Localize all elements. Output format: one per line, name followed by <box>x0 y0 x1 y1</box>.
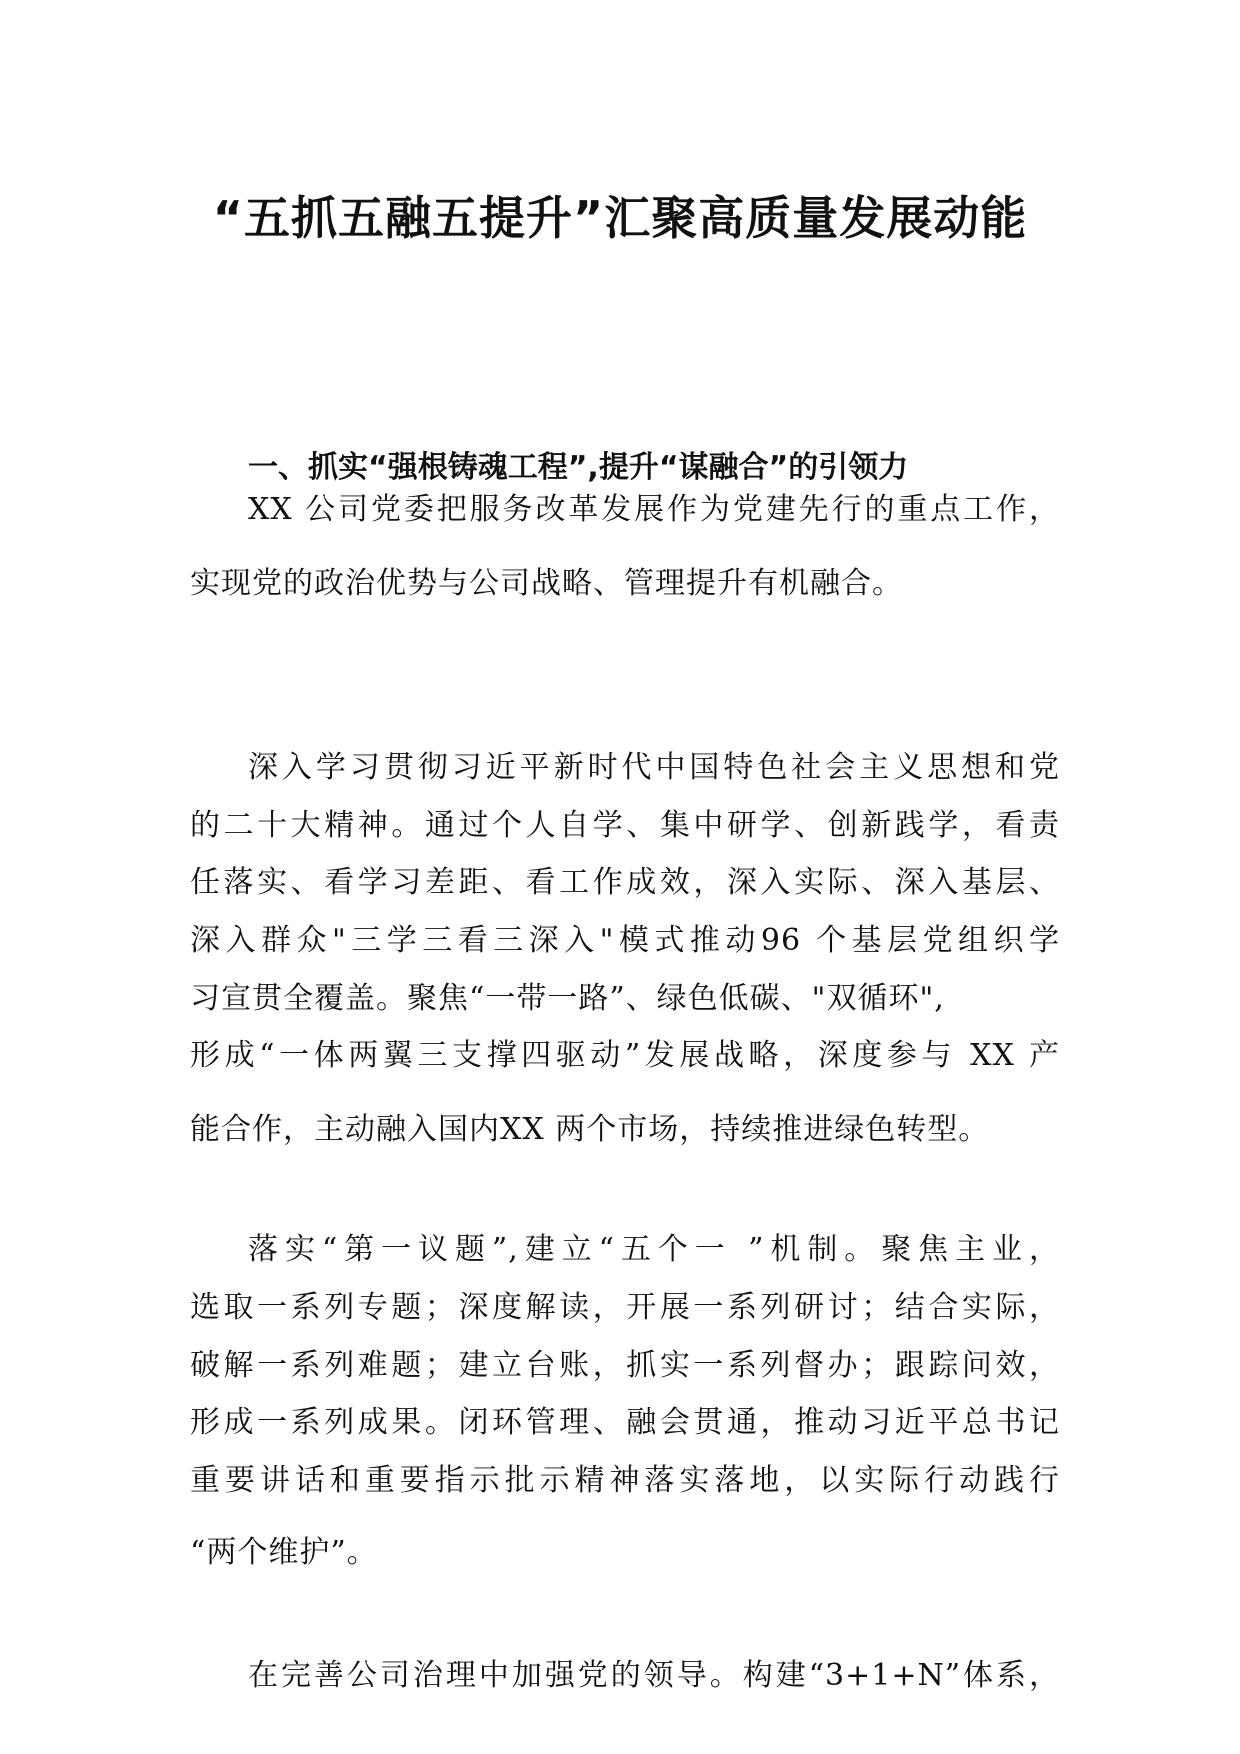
paragraph-line: 深入学习贯彻习近平新时代中国特色社会主义思想和党 <box>248 750 1060 785</box>
paragraph-line: 在完善公司治理中加强党的领导。构建“3+1+N”体系， <box>248 1658 1060 1693</box>
paragraph-line: 习宣贯全覆盖。聚焦“一带一路”、绿色低碳、"双循环", <box>190 981 945 1016</box>
paragraph-line: 破解一系列难题；建立台账，抓实一系列督办；跟踪问效， <box>190 1348 1060 1383</box>
paragraph-line: 重要讲话和重要指示批示精神落实落地，以实际行动践行 <box>190 1463 1060 1498</box>
document-title: “五抓五融五提升”汇聚高质量发展动能 <box>212 191 1028 245</box>
paragraph-line: 形成“一体两翼三支撑四驱动”发展战略，深度参与 XX 产 <box>190 1038 1060 1073</box>
paragraph-line: 深入群众"三学三看三深入"模式推动96 个基层党组织学 <box>190 923 1060 958</box>
paragraph-line: 落实“第一议题”,建立“五个一 ”机制。聚焦主业， <box>248 1232 1060 1267</box>
paragraph-line: 选取一系列专题；深度解读，开展一系列研讨；结合实际， <box>190 1290 1060 1325</box>
paragraph-line: 形成一系列成果。闭环管理、融会贯通，推动习近平总书记 <box>190 1405 1060 1440</box>
section-heading: 一、抓实“强根铸魂工程”,提升“谋融合”的引领力 <box>248 450 909 485</box>
paragraph-line: 的二十大精神。通过个人自学、集中研学、创新践学，看责 <box>190 808 1060 843</box>
paragraph-line: 任落实、看学习差距、看工作成效，深入实际、深入基层、 <box>190 865 1060 900</box>
paragraph-line: 能合作，主动融入国内XX 两个市场，持续推进绿色转型。 <box>190 1112 990 1147</box>
paragraph-line: 实现党的政治优势与公司战略、管理提升有机融合。 <box>190 566 903 601</box>
paragraph-line: “两个维护”。 <box>190 1535 378 1570</box>
paragraph-line: XX 公司党委把服务改革发展作为党建先行的重点工作， <box>248 492 1060 527</box>
